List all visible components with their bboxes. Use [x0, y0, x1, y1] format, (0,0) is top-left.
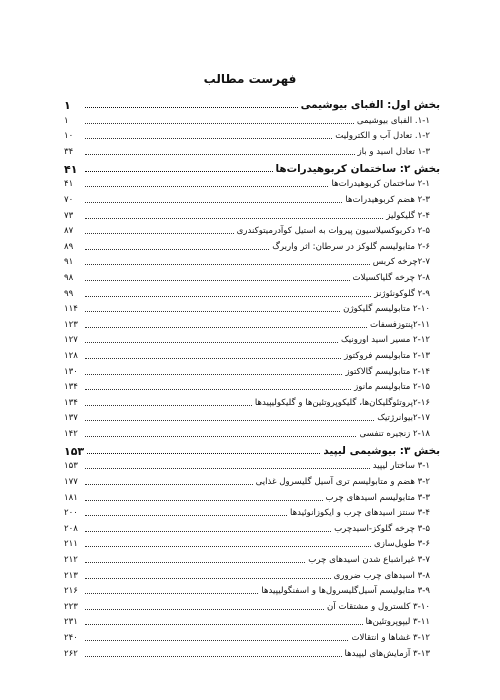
dot-leader — [85, 154, 355, 155]
entry-title: ۱-۲. تعادل آب و الکترولیت — [335, 131, 430, 142]
page-number: ۸۷ — [64, 226, 74, 237]
toc-entry-row — [64, 519, 440, 535]
toc-entry-row — [64, 175, 440, 191]
entry-title: ۳-۹ متابولیسم آسیل‌گلیسرول‌ها و اسفنگولیپیدها — [261, 586, 430, 597]
toc-entry-row — [64, 346, 440, 362]
toc-entry-row — [64, 409, 440, 425]
toc-entry-row — [64, 393, 440, 409]
entry-title: ۲-۱۶پروتئوگلیکان‌ها، گلیکوپروتئین‌ها و گلیکولیپیدها — [254, 397, 430, 408]
entry-title: ۱-۱. الفبای بیوشیمی — [356, 115, 430, 126]
page-number: ۱۳۴ — [64, 397, 78, 408]
entry-title: ۳-۲ هضم و متابولیسم تری آسیل گلیسرول غذایی — [255, 477, 430, 488]
page-number: ۱۳۷ — [64, 413, 78, 424]
entry-title: ۲-۱۵ متابولیسم مانوز — [354, 382, 430, 393]
toc-entry-row — [64, 535, 440, 551]
dot-leader — [85, 468, 370, 469]
entry-title: ۲-۱۳ متابولیسم فروکتوز — [344, 350, 430, 361]
entry-title: ۳-۱۱ لیپوپروتئین‌ها — [365, 617, 430, 628]
page-number: ۷۰ — [64, 194, 74, 205]
dot-leader — [85, 280, 350, 281]
page-title: فهرست مطالب — [203, 72, 297, 86]
entry-title: ۲-۳ هضم کربوهیدرات‌ها — [345, 194, 430, 205]
entry-title: ۳-۸ اسیدهای چرب ضروری — [333, 570, 430, 581]
page-number: ۲۰۰ — [64, 508, 78, 519]
toc-entry-row — [64, 550, 440, 566]
toc-section-row — [64, 94, 440, 111]
toc-entry-row — [64, 222, 440, 238]
toc-entry-row — [64, 127, 440, 143]
toc-entry-row — [64, 457, 440, 473]
page-number: ۲۱۶ — [64, 586, 78, 597]
page-number: ۱۸۱ — [64, 492, 78, 503]
toc-section-row — [64, 440, 440, 457]
dot-leader — [85, 593, 258, 594]
dot-leader — [85, 264, 370, 265]
page-number: ۱۷۷ — [64, 477, 78, 488]
entry-title: ۲-۱۲ مسیر اسید اورونیک — [341, 335, 430, 346]
page-number: ۲۶۲ — [64, 648, 78, 659]
dot-leader — [85, 436, 356, 437]
page-number: ۲۲۳ — [64, 601, 78, 612]
entry-title: ۲-۹ گلوکونئوژنز — [374, 288, 430, 299]
entry-title: ۳-۱۲ غشاها و انتقالات — [351, 633, 430, 643]
dot-leader — [85, 578, 331, 579]
dot-leader — [85, 327, 367, 328]
dot-leader — [85, 420, 374, 421]
dot-leader — [85, 515, 287, 516]
entry-title: ۲-۱۱پنتوزفسفات — [370, 319, 430, 330]
toc-entry-row — [64, 566, 440, 582]
entry-title: ۲-۴ گلیکولیز — [386, 210, 430, 221]
dot-leader — [85, 186, 328, 187]
page-number: ۱۲۸ — [64, 350, 78, 361]
dot-leader — [87, 453, 320, 454]
toc-entry-row — [64, 504, 440, 520]
entry-title: ۲-۱۸ زنجیره تنفسی — [359, 428, 430, 439]
entry-title: ۳-۱۳ آزمایش‌های لیپیدها — [344, 648, 430, 659]
entry-title: ۳-۴ سنتز اسیدهای چرب و ایکوزانوئیدها — [290, 508, 430, 519]
dot-leader — [85, 656, 342, 657]
toc-entry-row — [64, 378, 440, 394]
toc-entry-row — [64, 111, 440, 127]
dot-leader — [85, 546, 371, 547]
entry-title: ۲-۱۴ متابولیسم گالاکتوز — [345, 366, 430, 377]
dot-leader — [85, 171, 273, 172]
toc-entry-row — [64, 237, 440, 253]
page-number: ۲۱۱ — [64, 539, 78, 550]
page-number: ۷۳ — [64, 210, 74, 221]
page-number: ۹۸ — [64, 272, 74, 283]
entry-title: ۲-۷چرخه کربس — [372, 257, 430, 268]
toc-entry-row — [64, 597, 440, 613]
page-number: ۲۰۸ — [64, 523, 78, 534]
toc-entry-row — [64, 206, 440, 222]
dot-leader — [85, 358, 341, 359]
page-number: ۲۴۰ — [64, 633, 78, 643]
dot-leader — [85, 562, 305, 563]
dot-leader — [85, 233, 234, 234]
toc-entry-row — [64, 644, 440, 660]
dot-leader — [85, 531, 331, 532]
page-number: ۱۳۴ — [64, 382, 78, 393]
toc-entry-row — [64, 424, 440, 440]
toc-entry-row — [64, 628, 440, 644]
toc-section-row — [64, 158, 440, 175]
toc-entry-row — [64, 253, 440, 269]
page-number: ۲۱۲ — [64, 555, 78, 566]
entry-title: ۲-۸ چرخه گلیاکسیلات — [352, 272, 430, 283]
entry-title: ۳-۷ غیراشباع شدن اسیدهای چرب — [308, 555, 430, 566]
page-number: ۱۳۰ — [64, 366, 78, 377]
page-number: ۹۱ — [64, 257, 74, 268]
toc-entry-row — [64, 488, 440, 504]
section-title: بخش اول: الفبای بیوشیمی — [300, 99, 440, 111]
dot-leader — [85, 202, 342, 203]
section-title: بخش ۲: ساختمان کربوهیدرات‌ها — [275, 162, 440, 175]
dot-leader — [85, 484, 253, 485]
toc-entry-row — [64, 362, 440, 378]
entry-title: ۳-۳ متابولیسم اسیدهای چرب — [325, 492, 430, 503]
dot-leader — [85, 624, 363, 625]
dot-leader — [85, 218, 383, 219]
toc-entry-row — [64, 315, 440, 331]
entry-title: ۲-۱۰ متابولیسم گلیکوژن — [343, 304, 430, 315]
page-number: ۱۵۳ — [64, 444, 85, 458]
dot-leader — [85, 374, 342, 375]
page-number: ۱ — [64, 99, 71, 112]
dot-leader — [85, 609, 324, 610]
page-number: ۱۴۲ — [64, 428, 78, 439]
entry-title: ۳-۵ چرخه گلوکز-اسیدچرب — [334, 523, 430, 534]
dot-leader — [85, 138, 332, 139]
toc-entry-row — [64, 582, 440, 598]
dot-leader — [85, 500, 323, 501]
dot-leader — [85, 342, 338, 343]
page-number: ۱۱۴ — [64, 304, 78, 315]
toc-entry-row — [64, 268, 440, 284]
page-number: ۱۲۳ — [64, 319, 78, 330]
page-number: ۹۹ — [64, 288, 74, 299]
entry-title: ۲-۵ دکربوکسیلاسیون پیروات به استیل کوآدرمیتوکندری — [236, 226, 430, 237]
entry-title: ۲-۱۷بیوانرژتیک — [377, 413, 430, 424]
entry-title: ۳-۱۰ کلسترول و مشتقات آن — [327, 601, 430, 612]
page-number: ۱۰ — [64, 131, 74, 142]
dot-leader — [85, 311, 340, 312]
toc-entry-row — [64, 613, 440, 629]
entry-title: ۳-۶ طویل‌سازی — [374, 539, 430, 550]
page-number: ۴۱ — [64, 179, 74, 190]
toc-entry-row — [64, 331, 440, 347]
entry-title: ۱-۳ تعادل اسید و باز — [357, 146, 430, 157]
page-number: ۸۹ — [64, 241, 74, 252]
entry-title: ۲-۱ ساختمان کربوهیدرات‌ها — [331, 179, 430, 190]
page-number: ۱۵۳ — [64, 461, 78, 472]
dot-leader — [85, 249, 269, 250]
dot-leader — [85, 107, 298, 108]
toc-entry-row — [64, 300, 440, 316]
dot-leader — [85, 389, 351, 390]
dot-leader — [85, 296, 371, 297]
toc-entry-row — [64, 284, 440, 300]
page-number: ۳۴ — [64, 146, 74, 157]
toc-entry-row — [64, 190, 440, 206]
section-title: بخش ۳: بیوشیمی لیپید — [323, 444, 440, 457]
entry-title: ۳-۱ ساختار لیپید — [372, 461, 430, 472]
page-number: ۲۳۱ — [64, 617, 78, 628]
dot-leader — [85, 123, 354, 124]
dot-leader — [85, 640, 348, 641]
dot-leader — [85, 405, 252, 406]
page-number: ۴۱ — [64, 162, 78, 176]
entry-title: ۲-۶ متابولیسم گلوکز در سرطان: اثر واربرگ — [272, 241, 430, 252]
page-number: ۱ — [64, 115, 69, 126]
toc-entry-row — [64, 472, 440, 488]
page-number: ۲۱۳ — [64, 570, 78, 581]
toc-list — [64, 94, 440, 660]
toc-entry-row — [64, 142, 440, 158]
page-number: ۱۲۷ — [64, 335, 78, 346]
